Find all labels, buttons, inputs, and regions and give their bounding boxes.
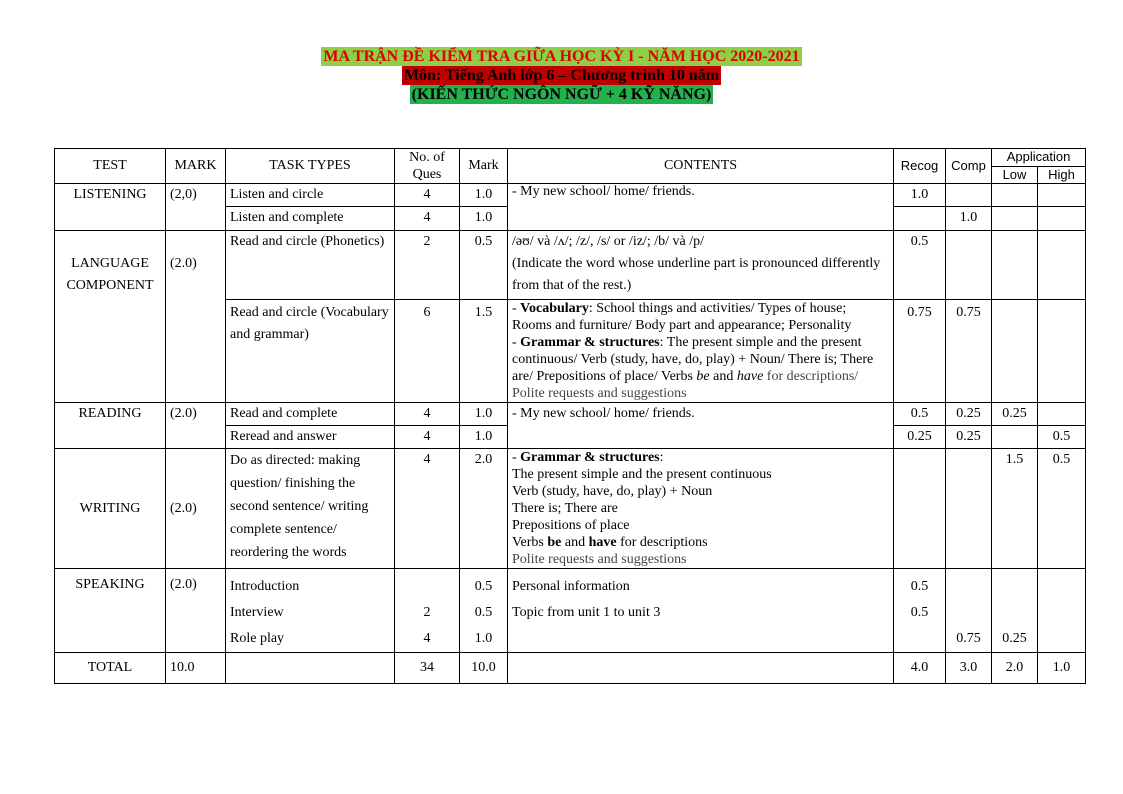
grammar-text: : The present simple and the present continuous/ Verb (study, have, do, play) + Noun/ There is; There are/ Prepositions of place/ Verbs: [512, 335, 874, 384]
mark-cell: 1.0: [460, 426, 508, 449]
header-low: Low: [992, 166, 1038, 184]
phonetics-sounds: /əʊ/ và /ʌ/; /z/, /s/ or /iz/; /b/ và /p/: [512, 234, 704, 249]
recog-cell: 0.25: [894, 426, 946, 449]
total-mark: 10.0: [166, 653, 226, 684]
title-line-3: (KIẾN THỨC NGÔN NGỮ + 4 KỸ NĂNG): [411, 86, 712, 103]
have-word: have: [736, 369, 764, 384]
title-line-2: Môn: Tiếng Anh lớp 6 – Chương trình 10 năm: [403, 67, 720, 84]
comp-cell: [946, 569, 992, 653]
ques-cell: 4: [395, 403, 460, 426]
high-cell: 0.5: [1038, 426, 1086, 449]
high-cell: [1038, 569, 1086, 653]
content-line: The present simple and the present continuous: [512, 467, 772, 482]
high-cell: [1038, 231, 1086, 300]
task-cell: Read and circle (Vocabulary and grammar): [226, 300, 395, 403]
be-word: be: [696, 369, 710, 384]
speaking-ques: 4: [423, 631, 431, 646]
table-row: [55, 231, 1086, 300]
document-title: [0, 47, 1123, 104]
header-application: Application: [992, 149, 1086, 167]
low-cell: 0.25: [992, 403, 1038, 426]
content-line: Prepositions of place: [512, 518, 630, 533]
header-contents: CONTENTS: [508, 149, 894, 184]
low-cell: [992, 231, 1038, 300]
ques-cell: 4: [395, 426, 460, 449]
task-cell: Do as directed: making question/ finishing the second sentence/ writing complete sentence/ reordering the words: [226, 449, 395, 569]
high-cell: [1038, 184, 1086, 207]
be-word: be: [547, 535, 562, 550]
high-cell: [1038, 403, 1086, 426]
have-word: have: [588, 535, 617, 550]
grammar-label: Grammar & structures: [520, 450, 660, 465]
recog-cell: [894, 207, 946, 231]
mark-cell: 2.0: [460, 449, 508, 569]
table-row: [55, 569, 1086, 653]
mark-cell: 0.5: [460, 231, 508, 300]
comp-cell: 1.0: [946, 207, 992, 231]
low-cell: 1.5: [992, 449, 1038, 569]
speaking-task: Role play: [230, 631, 285, 646]
low-cell: [992, 426, 1038, 449]
task-cell: [226, 569, 395, 653]
recog-cell: [894, 569, 946, 653]
recog-cell: 0.5: [894, 403, 946, 426]
total-high: 1.0: [1038, 653, 1086, 684]
verbs-prefix: Verbs: [512, 535, 548, 550]
table-row: [55, 403, 1086, 426]
high-cell: [1038, 207, 1086, 231]
task-cell: Read and circle (Phonetics): [226, 231, 395, 300]
high-cell: 0.5: [1038, 449, 1086, 569]
mark-speaking: (2.0): [166, 569, 226, 653]
header-no-of-ques: No. of Ques: [395, 149, 460, 184]
test-speaking: SPEAKING: [55, 569, 166, 653]
test-reading: READING: [55, 403, 166, 449]
content-line: Verb (study, have, do, play) + Noun: [512, 484, 713, 499]
mark-cell: [460, 569, 508, 653]
task-cell: Read and complete: [226, 403, 395, 426]
total-label: TOTAL: [55, 653, 166, 684]
low-cell: [992, 300, 1038, 403]
task-cell: Listen and complete: [226, 207, 395, 231]
speaking-task: Interview: [230, 605, 284, 620]
speaking-recog: 0.5: [910, 579, 929, 594]
content-cell: [508, 207, 894, 231]
content-cell: [508, 231, 894, 300]
mark-listening: (2,0): [166, 184, 226, 231]
task-cell: Listen and circle: [226, 184, 395, 207]
content-cell: - Vocabulary: School things and activities/ Types of house; Rooms and furniture/ Body part and appearance; Personality - Grammar & structures: The present simple and the present continuous/ Verb (study, have, do, play) + Noun/ There is; There are/ Prepositions of place/ Verbs be and have for descriptions/ Polite requests and suggestions: [508, 300, 894, 403]
header-row: [55, 149, 1086, 167]
mark-cell: 1.0: [460, 184, 508, 207]
total-low: 2.0: [992, 653, 1038, 684]
total-mark-2: 10.0: [460, 653, 508, 684]
total-row: [55, 653, 1086, 684]
header-mark: MARK: [166, 149, 226, 184]
comp-cell: 0.25: [946, 426, 992, 449]
header-test: TEST: [55, 149, 166, 184]
speaking-mark: 0.5: [474, 605, 493, 620]
speaking-mark: 0.5: [474, 579, 493, 594]
grammar-tail: for descriptions/ Polite requests and suggestions: [512, 369, 859, 401]
content-line: There is; There are: [512, 501, 618, 516]
low-cell: [992, 207, 1038, 231]
content-cell: [508, 426, 894, 449]
test-language-component: LANGUAGE COMPONENT: [55, 231, 166, 403]
speaking-mark: 1.0: [474, 631, 493, 646]
and-word: and: [561, 535, 589, 550]
speaking-comp: 0.75: [956, 631, 981, 646]
content-cell: - My new school/ home/ friends.: [508, 184, 894, 207]
speaking-task: Introduction: [230, 579, 300, 594]
recog-cell: 1.0: [894, 184, 946, 207]
content-cell: - Grammar & structures: The present simple and the present continuous Verb (study, have, do, play) + Noun There is; There are Prepositions of place Verbs be and have for descriptions Polite requests and suggestions: [508, 449, 894, 569]
header-high: High: [1038, 166, 1086, 184]
and-word: and: [709, 369, 737, 384]
comp-cell: [946, 231, 992, 300]
recog-cell: 0.5: [894, 231, 946, 300]
content-cell: [508, 569, 894, 653]
header-recog: Recog: [894, 149, 946, 184]
header-mark-2: Mark: [460, 149, 508, 184]
speaking-ques: 2: [423, 605, 431, 620]
ques-cell: 6: [395, 300, 460, 403]
comp-cell: [946, 449, 992, 569]
comp-cell: [946, 184, 992, 207]
test-writing: WRITING: [55, 449, 166, 569]
title-line-1: MA TRẬN ĐỀ KIỂM TRA GIỮA HỌC KỲ I - NĂM HỌC 2020-2021: [323, 48, 800, 65]
table-row: [55, 184, 1086, 207]
phonetics-instruction: (Indicate the word whose underline part is pronounced differently from that of the rest.): [512, 256, 881, 293]
header-comp: Comp: [946, 149, 992, 184]
speaking-recog: 0.5: [910, 605, 929, 620]
test-listening: LISTENING: [55, 184, 166, 231]
ques-cell: 4: [395, 207, 460, 231]
speaking-content: Topic from unit 1 to unit 3: [512, 605, 661, 620]
mark-language: (2.0): [166, 231, 226, 403]
task-cell: Reread and answer: [226, 426, 395, 449]
content-line: Polite requests and suggestions: [512, 552, 687, 567]
speaking-content: Personal information: [512, 579, 630, 594]
mark-cell: 1.0: [460, 403, 508, 426]
speaking-ques: [399, 574, 455, 600]
recog-cell: 0.75: [894, 300, 946, 403]
mark-writing: (2.0): [166, 449, 226, 569]
total-recog: 4.0: [894, 653, 946, 684]
content-cell: [508, 653, 894, 684]
low-cell: [992, 569, 1038, 653]
low-cell: [992, 184, 1038, 207]
mark-reading: (2.0): [166, 403, 226, 449]
content-cell: - My new school/ home/ friends.: [508, 403, 894, 426]
ques-cell: 4: [395, 449, 460, 569]
task-cell: [226, 653, 395, 684]
high-cell: [1038, 300, 1086, 403]
comp-cell: 0.25: [946, 403, 992, 426]
total-ques: 34: [395, 653, 460, 684]
comp-cell: 0.75: [946, 300, 992, 403]
ques-cell: 4: [395, 184, 460, 207]
vocabulary-label: Vocabulary: [520, 301, 589, 316]
ques-cell: 2: [395, 231, 460, 300]
vocabulary-text: : School things and activities/ Types of house; Rooms and furniture/ Body part and appearance; Personality: [512, 301, 852, 333]
grammar-label: Grammar & structures: [520, 335, 660, 350]
speaking-low: 0.25: [1002, 631, 1027, 646]
total-comp: 3.0: [946, 653, 992, 684]
header-task-types: TASK TYPES: [226, 149, 395, 184]
mark-cell: 1.5: [460, 300, 508, 403]
table-row: [55, 449, 1086, 569]
mark-cell: 1.0: [460, 207, 508, 231]
exam-matrix-table: [54, 148, 1086, 684]
verbs-suffix: for descriptions: [616, 535, 708, 550]
recog-cell: [894, 449, 946, 569]
ques-cell: [395, 569, 460, 653]
